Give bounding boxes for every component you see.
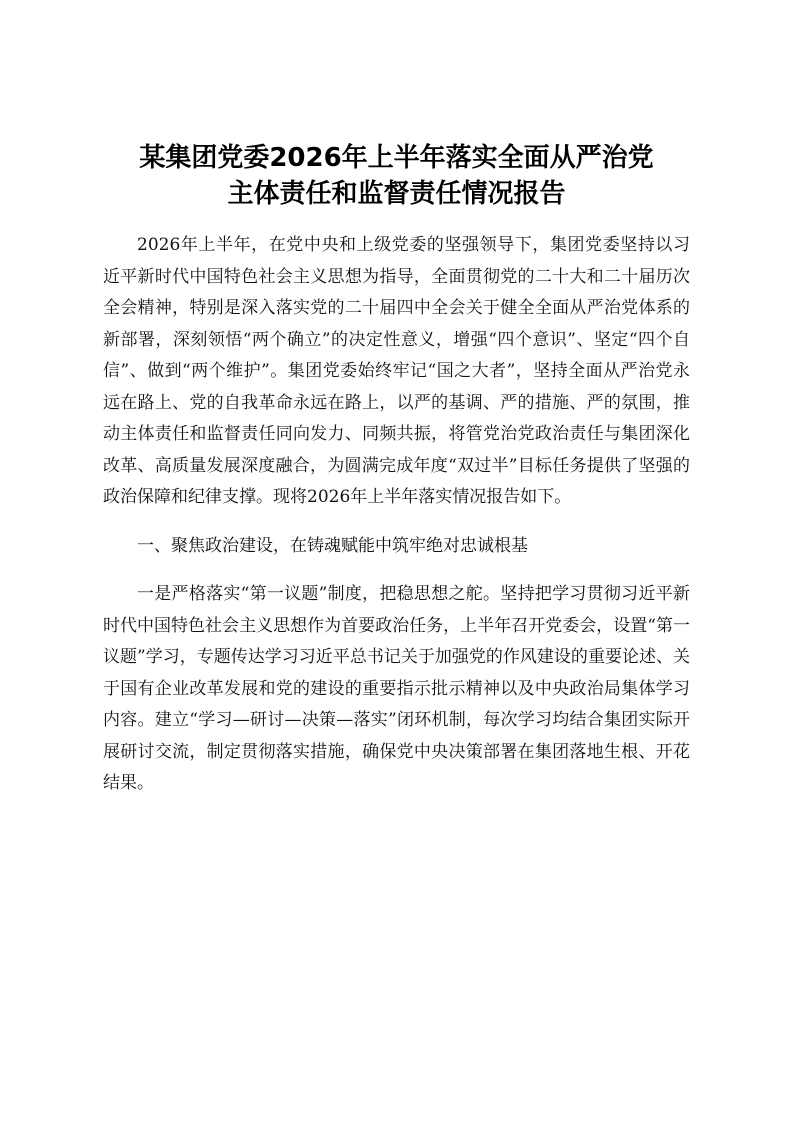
section-1-item-1-paragraph: 一是严格落实“第一议题”制度，把稳思想之舵。坚持把学习贯彻习近平新时代中国特色社会主义思想作为首要政治任务，上半年召开党委会，设置“第一议题”学习，专题传达学习习近平总书记关于加强党的作风建设的重要论述、关于国有企业改革发展和党的建设的重要指示批示精神以及中央政治局集体学习内容。建立“学习—研讨—决策—落实”闭环机制，每次学习均结合集团实际开展研讨交流，制定贯彻落实措施，确保党中央决策部署在集团落地生根、开花结果。 [103,584,690,793]
intro-paragraph: 2026年上半年，在党中央和上级党委的坚强领导下，集团党委坚持以习近平新时代中国特色社会主义思想为指导，全面贯彻党的二十大和二十届历次全会精神，特别是深入落实党的二十届四中全会关于健全全面从严治党体系的新部署，深刻领悟“两个确立”的决定性意义，增强“四个意识”、坚定“四个自信”、做到“两个维护”。集团党委始终牢记“国之大者”，坚持全面从严治党永远在路上、党的自我革命永远在路上，以严的基调、严的措施、严的氛围，推动主体责任和监督责任同向发力、同频共振，将管党治党政治责任与集团深化改革、高质量发展深度融合，为圆满完成年度“双过半”目标任务提供了坚强的政治保障和纪律支撑。现将2026年上半年落实情况报告如下。 [103,235,691,507]
document-title-line-1: 某集团党委2026年上半年落实全面从严治党 [139,143,654,173]
document-body [103,230,690,800]
document-title [100,140,693,212]
document-title-line-2: 主体责任和监督责任情况报告 [227,179,566,209]
section-1-heading: 一、聚焦政治建设，在铸魂赋能中筑牢绝对忠诚根基 [137,535,528,556]
